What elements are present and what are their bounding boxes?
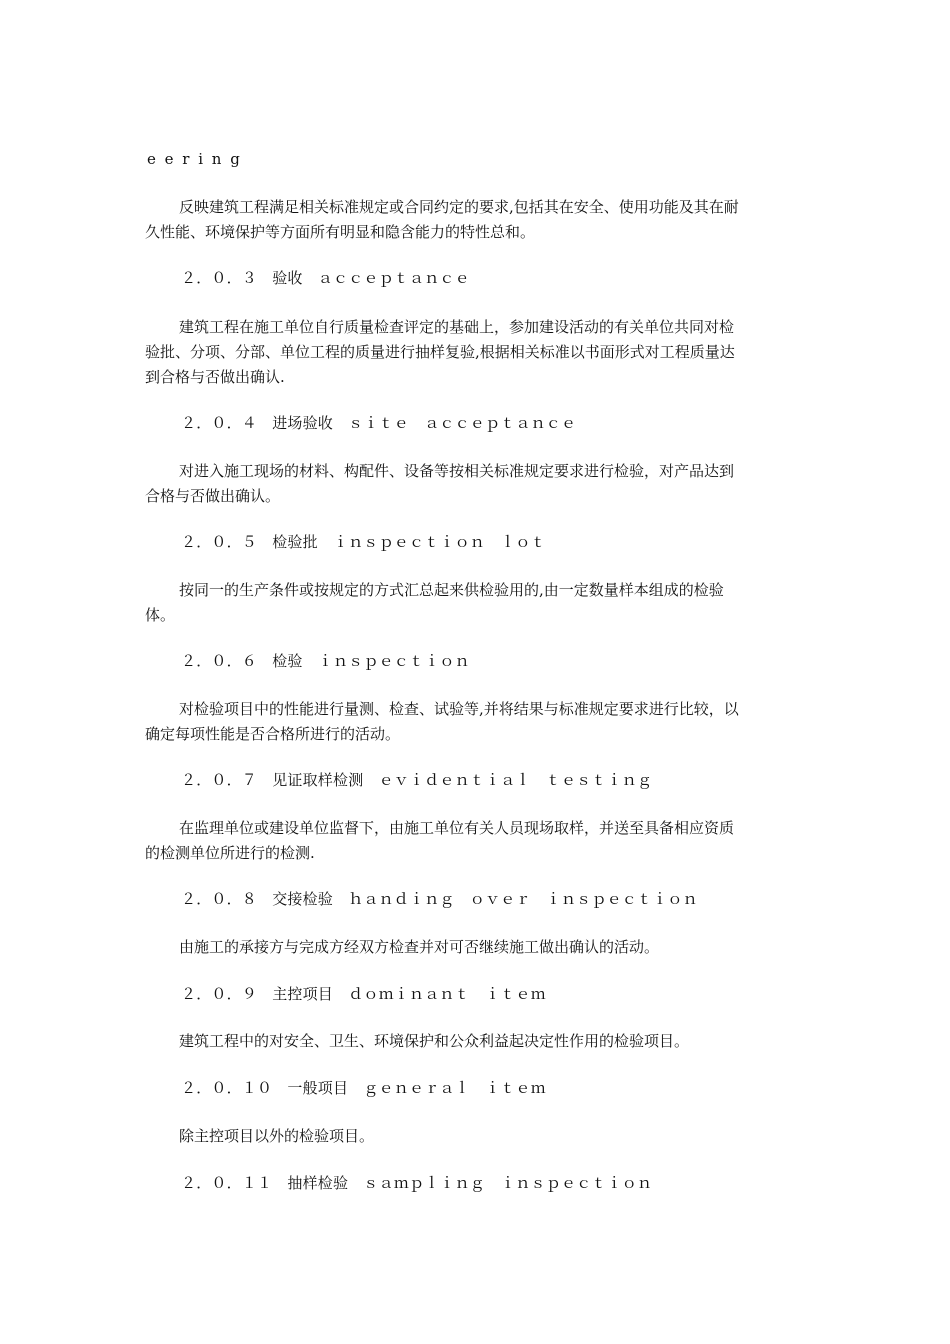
section-heading-2-0-10: ２．０．１０ 一般项目 ｇｅｎｅｒａｌ ｉｔｅｍ	[181, 1079, 546, 1097]
section-heading-2-0-8: ２．０．８ 交接检验 ｈａｎｄｉｎｇ ｏｖｅｒ ｉｎｓｐｅｃｔｉｏｎ	[181, 890, 698, 908]
definition-text: 反映建筑工程满足相关标准规定或合同约定的要求,包括其在安全、使用功能及其在耐	[179, 198, 739, 216]
text-fragment: e e r i n g	[147, 150, 242, 168]
section-heading-2-0-4: ２．０．４ 进场验收 ｓｉｔｅ ａｃｃｅｐｔａｎｃｅ	[181, 414, 577, 432]
definition-text: 验批、分项、分部、单位工程的质量进行抽样复验,根据相关标准以书面形式对工程质量达	[145, 343, 735, 361]
section-heading-2-0-7: ２．０．７ 见证取样检测 ｅｖｉｄｅｎｔｉａｌ ｔｅｓｔｉｎｇ	[181, 771, 653, 789]
definition-text: 的检测单位所进行的检测.	[145, 844, 315, 862]
section-heading-2-0-3: ２．０．３ 验收 ａｃｃｅｐｔａｎｃｅ	[181, 269, 470, 287]
definition-text: 对检验项目中的性能进行量测、检查、试验等,并将结果与标准规定要求进行比较，以	[179, 700, 739, 718]
definition-text: 在监理单位或建设单位监督下，由施工单位有关人员现场取样，并送至具备相应资质	[179, 819, 735, 837]
section-heading-2-0-6: ２．０．６ 检验 ｉｎｓｐｅｃｔｉｏｎ	[181, 652, 470, 670]
definition-text: 确定每项性能是否合格所进行的活动。	[145, 725, 401, 743]
definition-text: 到合格与否做出确认.	[145, 368, 285, 386]
definition-text: 由施工的承接方与完成方经双方检查并对可否继续施工做出确认的活动。	[179, 938, 660, 956]
section-heading-2-0-9: ２．０．９ 主控项目 ｄｏｍｉｎａｎｔ ｉｔｅｍ	[181, 985, 546, 1003]
section-heading-2-0-5: ２．０．５ 检验批 ｉｎｓｐｅｃｔｉｏｎ ｌｏｔ	[181, 533, 546, 551]
definition-text: 对进入施工现场的材料、构配件、设备等按相关标准规定要求进行检验，对产品达到	[179, 462, 735, 480]
definition-text: 合格与否做出确认。	[145, 487, 281, 505]
section-heading-2-0-11: ２．０．１１ 抽样检验 ｓａｍｐｌｉｎｇ ｉｎｓｐｅｃｔｉｏｎ	[181, 1174, 653, 1192]
definition-text: 建筑工程中的对安全、卫生、环境保护和公众利益起决定性作用的检验项目。	[179, 1032, 690, 1050]
definition-text: 久性能、环境保护等方面所有明显和隐含能力的特性总和。	[145, 223, 536, 241]
definition-text: 体。	[145, 606, 176, 624]
definition-text: 按同一的生产条件或按规定的方式汇总起来供检验用的,由一定数量样本组成的检验	[179, 581, 724, 599]
definition-text: 建筑工程在施工单位自行质量检查评定的基础上，参加建设活动的有关单位共同对检	[179, 318, 735, 336]
definition-text: 除主控项目以外的检验项目。	[179, 1127, 375, 1145]
